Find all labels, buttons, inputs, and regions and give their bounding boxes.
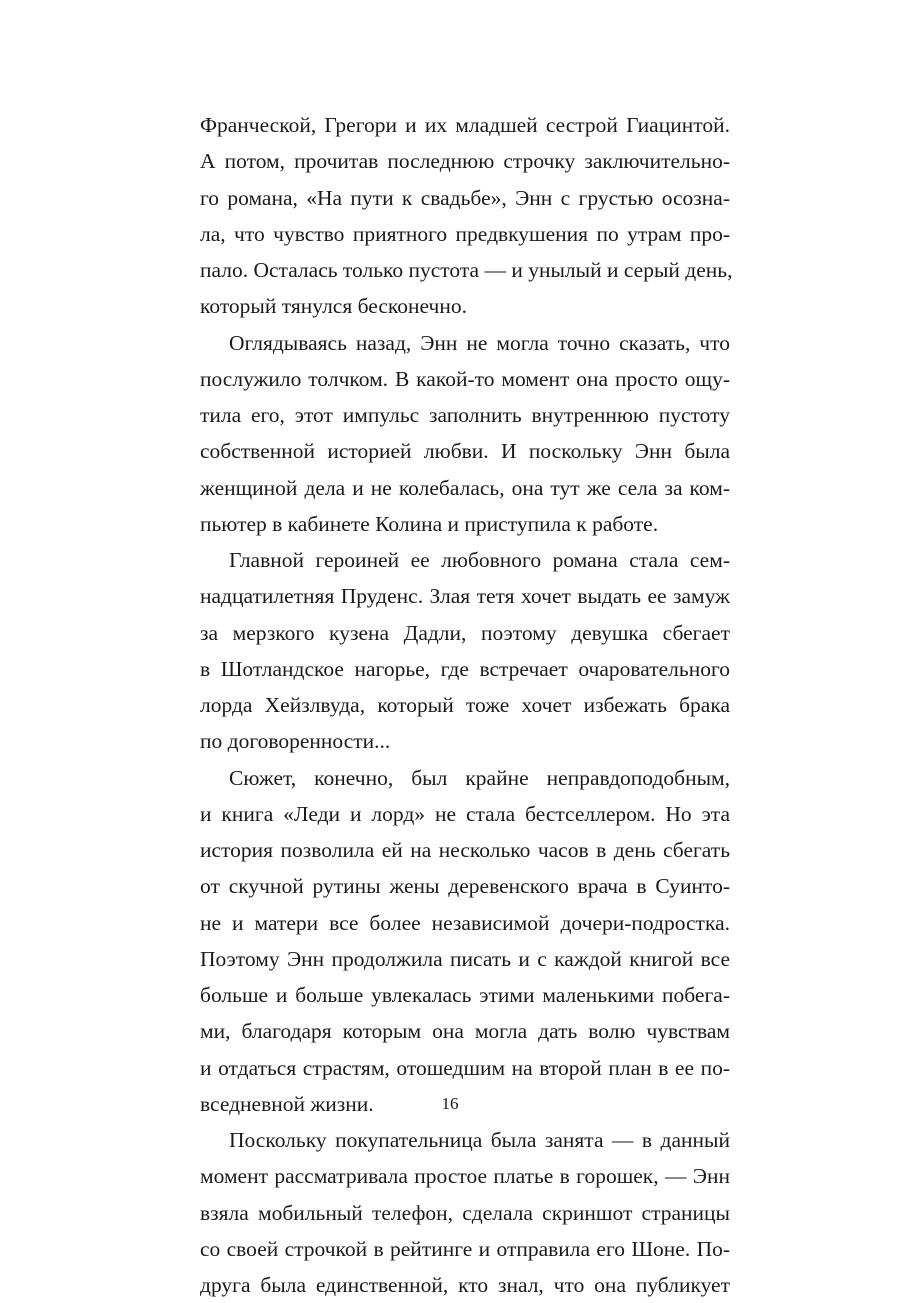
text-line: за мерзкого кузена Дадли, поэтому девушка сбегает [200, 620, 730, 645]
text-line: послужило толчком. В какой-то момент она просто ощу- [200, 366, 730, 391]
text-line: Франческой, Грегори и их младшей сестрой Гиацинтой. [200, 113, 730, 137]
text-line: пало. Осталась только пустота — и унылый и серый день, [200, 258, 733, 282]
text-line: тила его, этот импульс заполнить внутреннюю пустоту [200, 403, 730, 427]
text-line: история позволила ей на несколько часов в день сбегать [200, 838, 730, 862]
text-line: А потом, прочитав последнюю строчку заключительно- [200, 149, 730, 174]
text-line: ла, что чувство приятного предвкушения по утрам про- [200, 221, 730, 246]
text-line: момент рассматривала простое платье в горошек, — Энн [200, 1164, 730, 1189]
page-number: 16 [441, 1094, 459, 1113]
text-line: со своей строчкой в рейтинге и отправила его Шоне. По- [200, 1236, 730, 1261]
text-line: ми, благодаря которым она могла дать волю чувствам [200, 1019, 730, 1044]
text-line: Поскольку покупательница была занята — в данный [229, 1128, 730, 1152]
text-line: не и матери все более независимой дочери-подростка. [200, 910, 730, 935]
text-line: женщиной дела и не колебалась, она тут же села за ком- [200, 475, 730, 500]
text-line: Оглядываясь назад, Энн не могла точно сказать, что [229, 330, 730, 355]
text-line: вседневной жизни. [200, 1091, 374, 1116]
text-line: Поэтому Энн продолжила писать и с каждой книгой все [200, 946, 730, 971]
text-line: и отдаться страстям, отошедшим на второй план в ее по- [200, 1055, 730, 1080]
text-line: го романа, «На пути к свадьбе», Энн с грустью осозна- [200, 185, 730, 210]
text-line: больше и больше увлекалась этими маленькими побега- [200, 983, 730, 1007]
text-line: который тянулся бесконечно. [200, 294, 467, 319]
text-line: собственной историей любви. И поскольку Энн была [200, 439, 730, 464]
text-line: лорда Хейзлвуда, который тоже хочет избежать брака [200, 693, 730, 717]
text-line: от скучной рутины жены деревенского врача в Суинто- [200, 874, 730, 899]
text-line: и книга «Леди и лорд» не стала бестселлером. Но эта [200, 801, 730, 826]
text-line: пьютер в кабинете Колина и приступила к работе. [200, 511, 659, 536]
text-line: друга была единственной, кто знал, что она публикует [200, 1273, 730, 1297]
text-line: Главной героиней ее любовного романа стала сем- [229, 548, 730, 572]
text-line: в Шотландское нагорье, где встречает очаровательного [200, 656, 730, 681]
text-line: Сюжет, конечно, был крайне неправдоподобным, [229, 765, 730, 790]
text-line: взяла мобильный телефон, сделала скриншот страницы [200, 1200, 730, 1225]
text-line: надцатилетняя Пруденс. Злая тетя хочет выдать ее замуж [200, 584, 730, 609]
body-text [200, 107, 733, 1303]
text-line: по договоренности... [200, 729, 391, 754]
